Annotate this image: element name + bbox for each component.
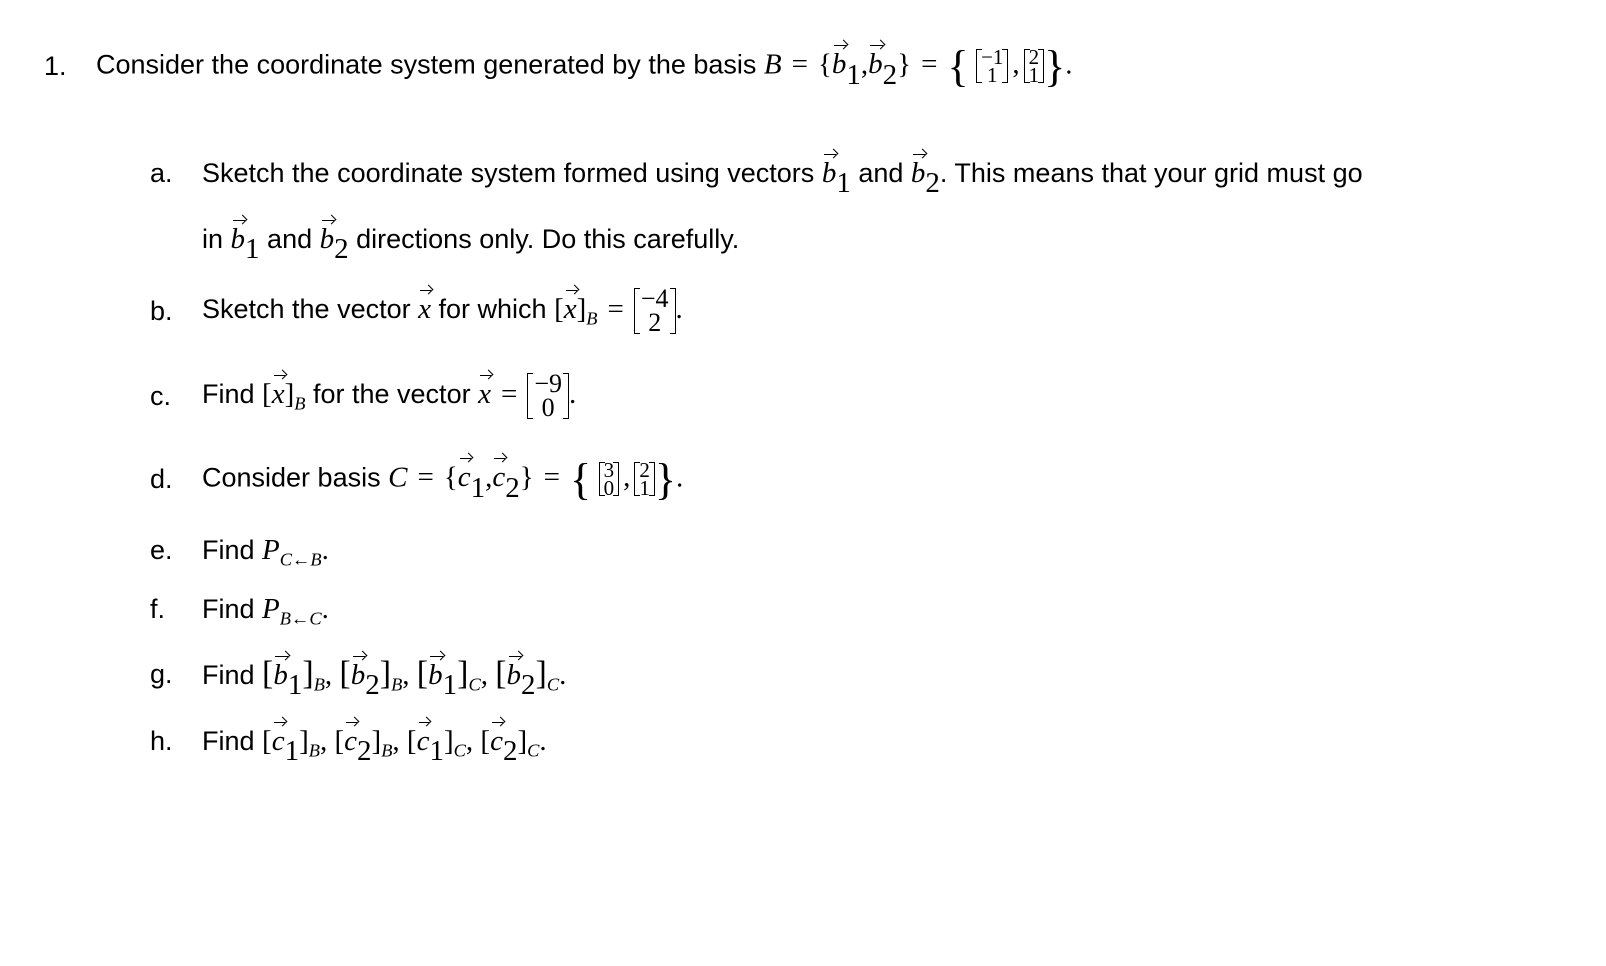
problem-1-line (0, 36, 1606, 96)
part-g-label: g. (150, 658, 173, 689)
problem-statement: Consider the coordinate system generated by the basis $B = \{b_1,b_2\}$ = { −1 1 , 2 1 }. (96, 41, 1073, 91)
part-b-label: b. (150, 295, 173, 326)
part-e-line: e. Find $P_{C\leftarrow B}$. (150, 533, 329, 569)
part-d-line: d. Consider basis $C = \{c_1,c_2\}$ = { 3 0 , 2 1 }. (150, 454, 684, 504)
part-d-label: d. (150, 463, 173, 494)
part-f-label: f. (150, 593, 166, 624)
part-a-line-2: in $b_1$ and $b_2$ directions only. Do this carefully. (202, 222, 740, 265)
part-c-line: c. Find $[x]_B$ for the vector x = −9 0 . (150, 369, 577, 422)
vector-b: −4 2 (634, 287, 676, 335)
basis-c-vector-2: 2 1 (634, 461, 655, 497)
vector-c: −9 0 (527, 372, 569, 420)
part-b-line: b. Sketch the vector x for which $[x]_B$ = −4 2 . (150, 284, 683, 337)
part-e-label: e. (150, 534, 173, 565)
part-a-label: a. (150, 157, 173, 188)
part-c-label: c. (150, 380, 172, 411)
basis-b-symbol: B (763, 48, 782, 81)
basis-b-vector-1: −1 1 (976, 48, 1008, 84)
part-h-line: h. Find $[c_1]_B$, $[c_2]_B$, $[c_1]_C$, $[c_2]_C$. (150, 724, 547, 767)
basis-c-vector-1: 3 0 (599, 461, 620, 497)
problem-number: 1. (44, 50, 67, 81)
part-a-line-1: a. Sketch the coordinate system formed using vectors $b_1$ and $b_2$. This means that your grid must go (150, 156, 1363, 199)
basis-b-vector-2: 2 1 (1024, 48, 1045, 84)
part-f-line: f. Find $P_{B\leftarrow C}$. (150, 592, 329, 628)
part-g-line: g. Find $[b_1]_B$, $[b_2]_B$, $[b_1]_C$, $[b_2]_C$. (150, 655, 567, 702)
part-h-label: h. (150, 725, 173, 756)
